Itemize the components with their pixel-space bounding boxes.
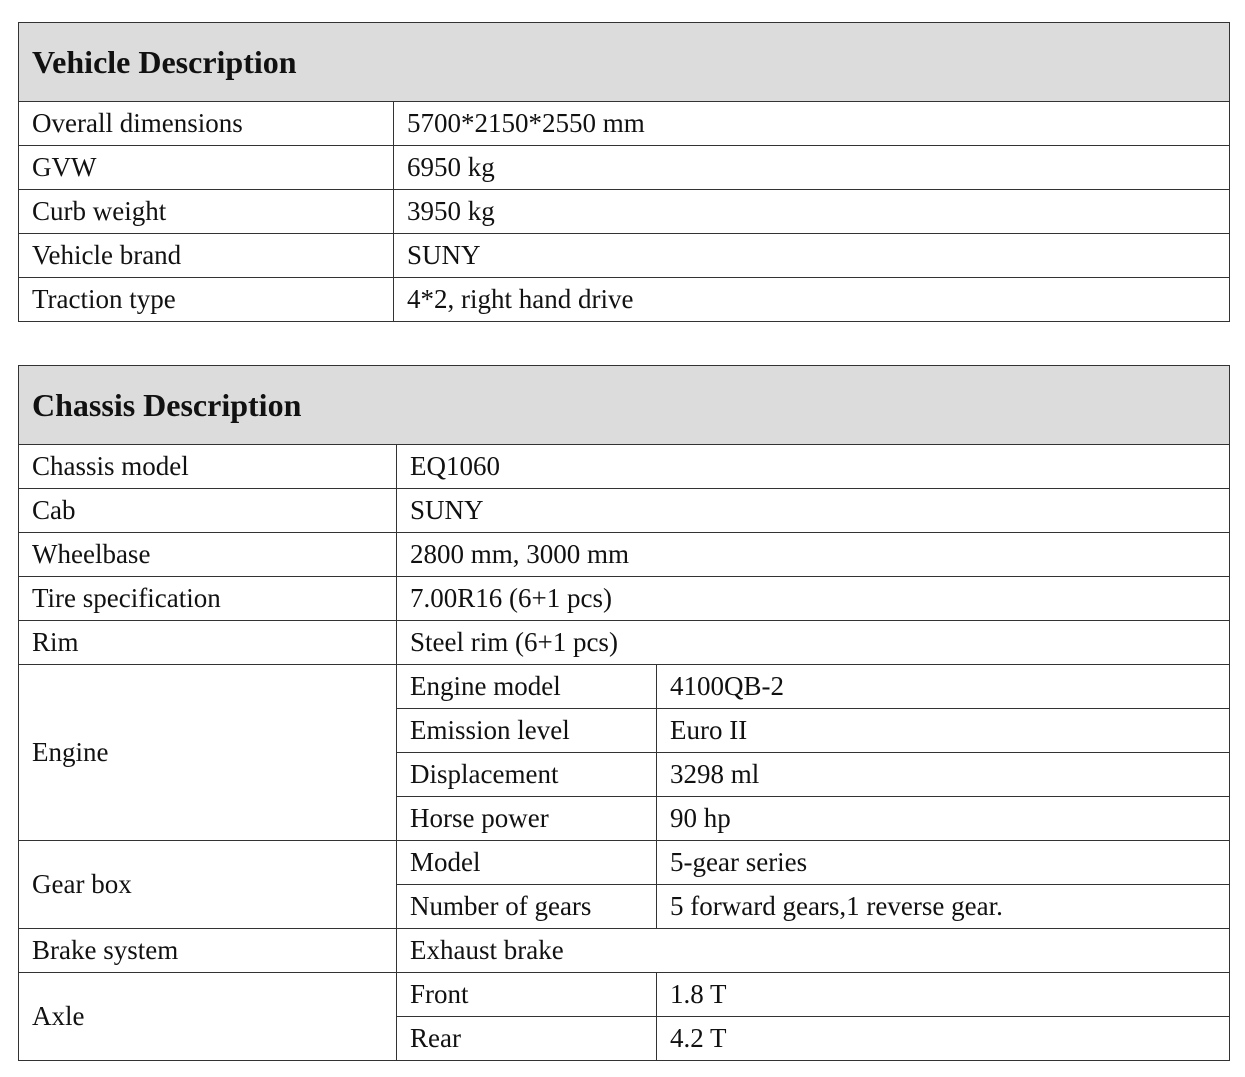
- table-row: [19, 665, 1230, 709]
- spec-value: EQ1060: [397, 445, 1230, 489]
- table-row: [19, 929, 1230, 973]
- table-row: [19, 489, 1230, 533]
- table-row: [19, 973, 1230, 1017]
- table-row: [19, 190, 1230, 234]
- spec-label: Tire specification: [19, 577, 397, 621]
- spec-value: Steel rim (6+1 pcs): [397, 621, 1230, 665]
- spec-label: GVW: [19, 146, 394, 190]
- spec-label: Vehicle brand: [19, 234, 394, 278]
- spec-value: 5700*2150*2550 mm: [394, 102, 1230, 146]
- spec-value: 4.2 T: [657, 1017, 1230, 1061]
- spec-value: SUNY: [397, 489, 1230, 533]
- table-header-row: [19, 23, 1230, 102]
- spec-value: 6950 kg: [394, 146, 1230, 190]
- spec-sublabel: Displacement: [397, 753, 657, 797]
- table-row: [19, 621, 1230, 665]
- spec-label: Wheelbase: [19, 533, 397, 577]
- vehicle-description-table: [18, 22, 1230, 322]
- spec-sublabel: Front: [397, 973, 657, 1017]
- spec-sublabel: Model: [397, 841, 657, 885]
- spec-sublabel: Number of gears: [397, 885, 657, 929]
- table-row: [19, 533, 1230, 577]
- spec-label: Cab: [19, 489, 397, 533]
- table-row: [19, 146, 1230, 190]
- chassis-section-title: Chassis Description: [19, 366, 1230, 445]
- table-row: [19, 278, 1230, 322]
- spec-value: 3950 kg: [394, 190, 1230, 234]
- spec-sublabel: Horse power: [397, 797, 657, 841]
- table-header-row: [19, 366, 1230, 445]
- spec-value: 2800 mm, 3000 mm: [397, 533, 1230, 577]
- spec-sublabel: Rear: [397, 1017, 657, 1061]
- spec-value: 4100QB-2: [657, 665, 1230, 709]
- spec-label: Chassis model: [19, 445, 397, 489]
- spec-label: Curb weight: [19, 190, 394, 234]
- spec-value: 4*2, right hand drive: [394, 278, 1230, 322]
- spec-value: 3298 ml: [657, 753, 1230, 797]
- spec-label: Overall dimensions: [19, 102, 394, 146]
- spec-value: 1.8 T: [657, 973, 1230, 1017]
- spec-sublabel: Engine model: [397, 665, 657, 709]
- vehicle-section-title: Vehicle Description: [19, 23, 1230, 102]
- table-row: [19, 234, 1230, 278]
- table-row: [19, 577, 1230, 621]
- spec-value: 5-gear series: [657, 841, 1230, 885]
- spec-label: Brake system: [19, 929, 397, 973]
- axle-group-label: Axle: [19, 973, 397, 1061]
- spec-value: Euro II: [657, 709, 1230, 753]
- table-row: [19, 445, 1230, 489]
- spec-value: SUNY: [394, 234, 1230, 278]
- table-row: [19, 102, 1230, 146]
- spec-value: 90 hp: [657, 797, 1230, 841]
- engine-group-label: Engine: [19, 665, 397, 841]
- spec-label: Rim: [19, 621, 397, 665]
- spec-value: 5 forward gears,1 reverse gear.: [657, 885, 1230, 929]
- spec-label: Traction type: [19, 278, 394, 322]
- spec-value: Exhaust brake: [397, 929, 1230, 973]
- spec-sublabel: Emission level: [397, 709, 657, 753]
- table-row: [19, 841, 1230, 885]
- chassis-description-table: [18, 365, 1230, 1061]
- spec-value: 7.00R16 (6+1 pcs): [397, 577, 1230, 621]
- gearbox-group-label: Gear box: [19, 841, 397, 929]
